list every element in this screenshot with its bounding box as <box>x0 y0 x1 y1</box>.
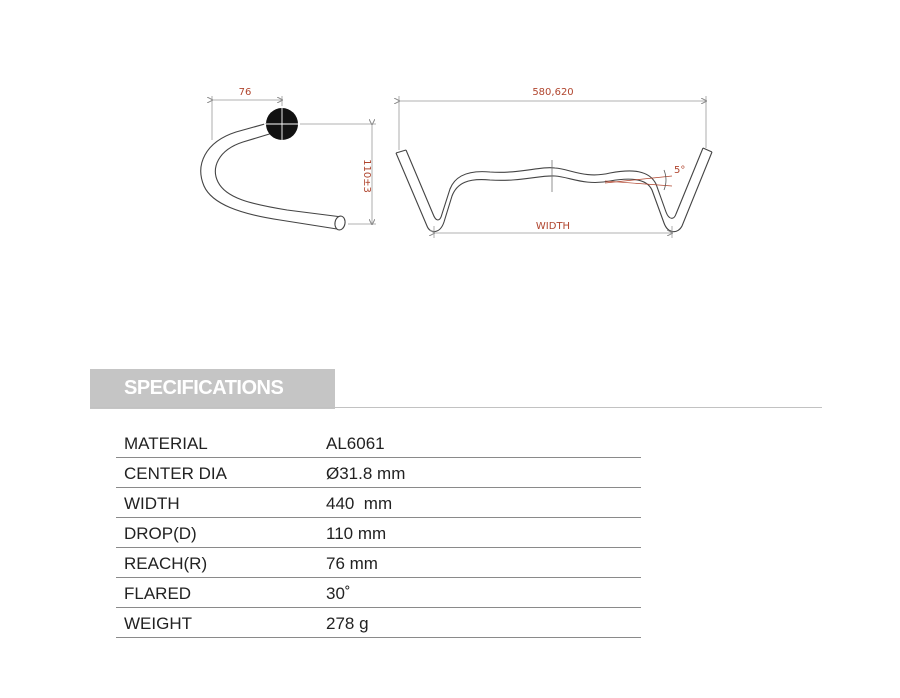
spec-row-material <box>116 429 641 458</box>
top-width-dimension <box>399 87 706 150</box>
spec-label: WIDTH <box>124 494 180 513</box>
specifications-header <box>90 369 335 409</box>
spec-value: 278 g <box>326 614 369 633</box>
specifications-title: SPECIFICATIONS <box>124 377 284 399</box>
reach-dim-label: 76 <box>238 87 252 98</box>
header-divider <box>90 407 822 408</box>
width-dim-label: WIDTH <box>535 221 571 232</box>
spec-value: 440 mm <box>326 494 393 513</box>
spec-row-center-dia <box>116 459 641 488</box>
spec-value: 30˚ <box>326 584 351 603</box>
width-dimension <box>434 221 672 238</box>
spec-value: 76 mm <box>326 554 378 573</box>
side-view-drawing <box>201 87 376 231</box>
flare-dim-label: 5° <box>674 165 686 176</box>
specifications-table <box>116 429 641 639</box>
spec-value: Ø31.8 mm <box>326 464 406 483</box>
spec-label: CENTER DIA <box>124 464 227 483</box>
spec-label: REACH(R) <box>124 554 208 573</box>
spec-row-drop <box>116 519 641 548</box>
drop-dim-label: 110±3 <box>361 159 372 193</box>
front-view-drawing <box>396 87 712 238</box>
spec-row-reach <box>116 549 641 578</box>
spec-label: WEIGHT <box>124 614 192 633</box>
spec-label: DROP(D) <box>124 524 197 543</box>
top-width-dim-label: 580,620 <box>532 87 574 98</box>
clamp-section <box>264 106 300 142</box>
handlebar-drawing <box>0 0 900 300</box>
spec-label: MATERIAL <box>124 434 208 453</box>
flare-indicator <box>605 165 685 190</box>
spec-label: FLARED <box>124 584 192 603</box>
spec-value: 110 mm <box>326 524 387 543</box>
spec-row-flared <box>116 579 641 608</box>
spec-row-width <box>116 489 641 518</box>
spec-value: AL6061 <box>326 434 385 453</box>
spec-row-weight <box>116 609 641 638</box>
drop-dimension <box>300 124 376 224</box>
